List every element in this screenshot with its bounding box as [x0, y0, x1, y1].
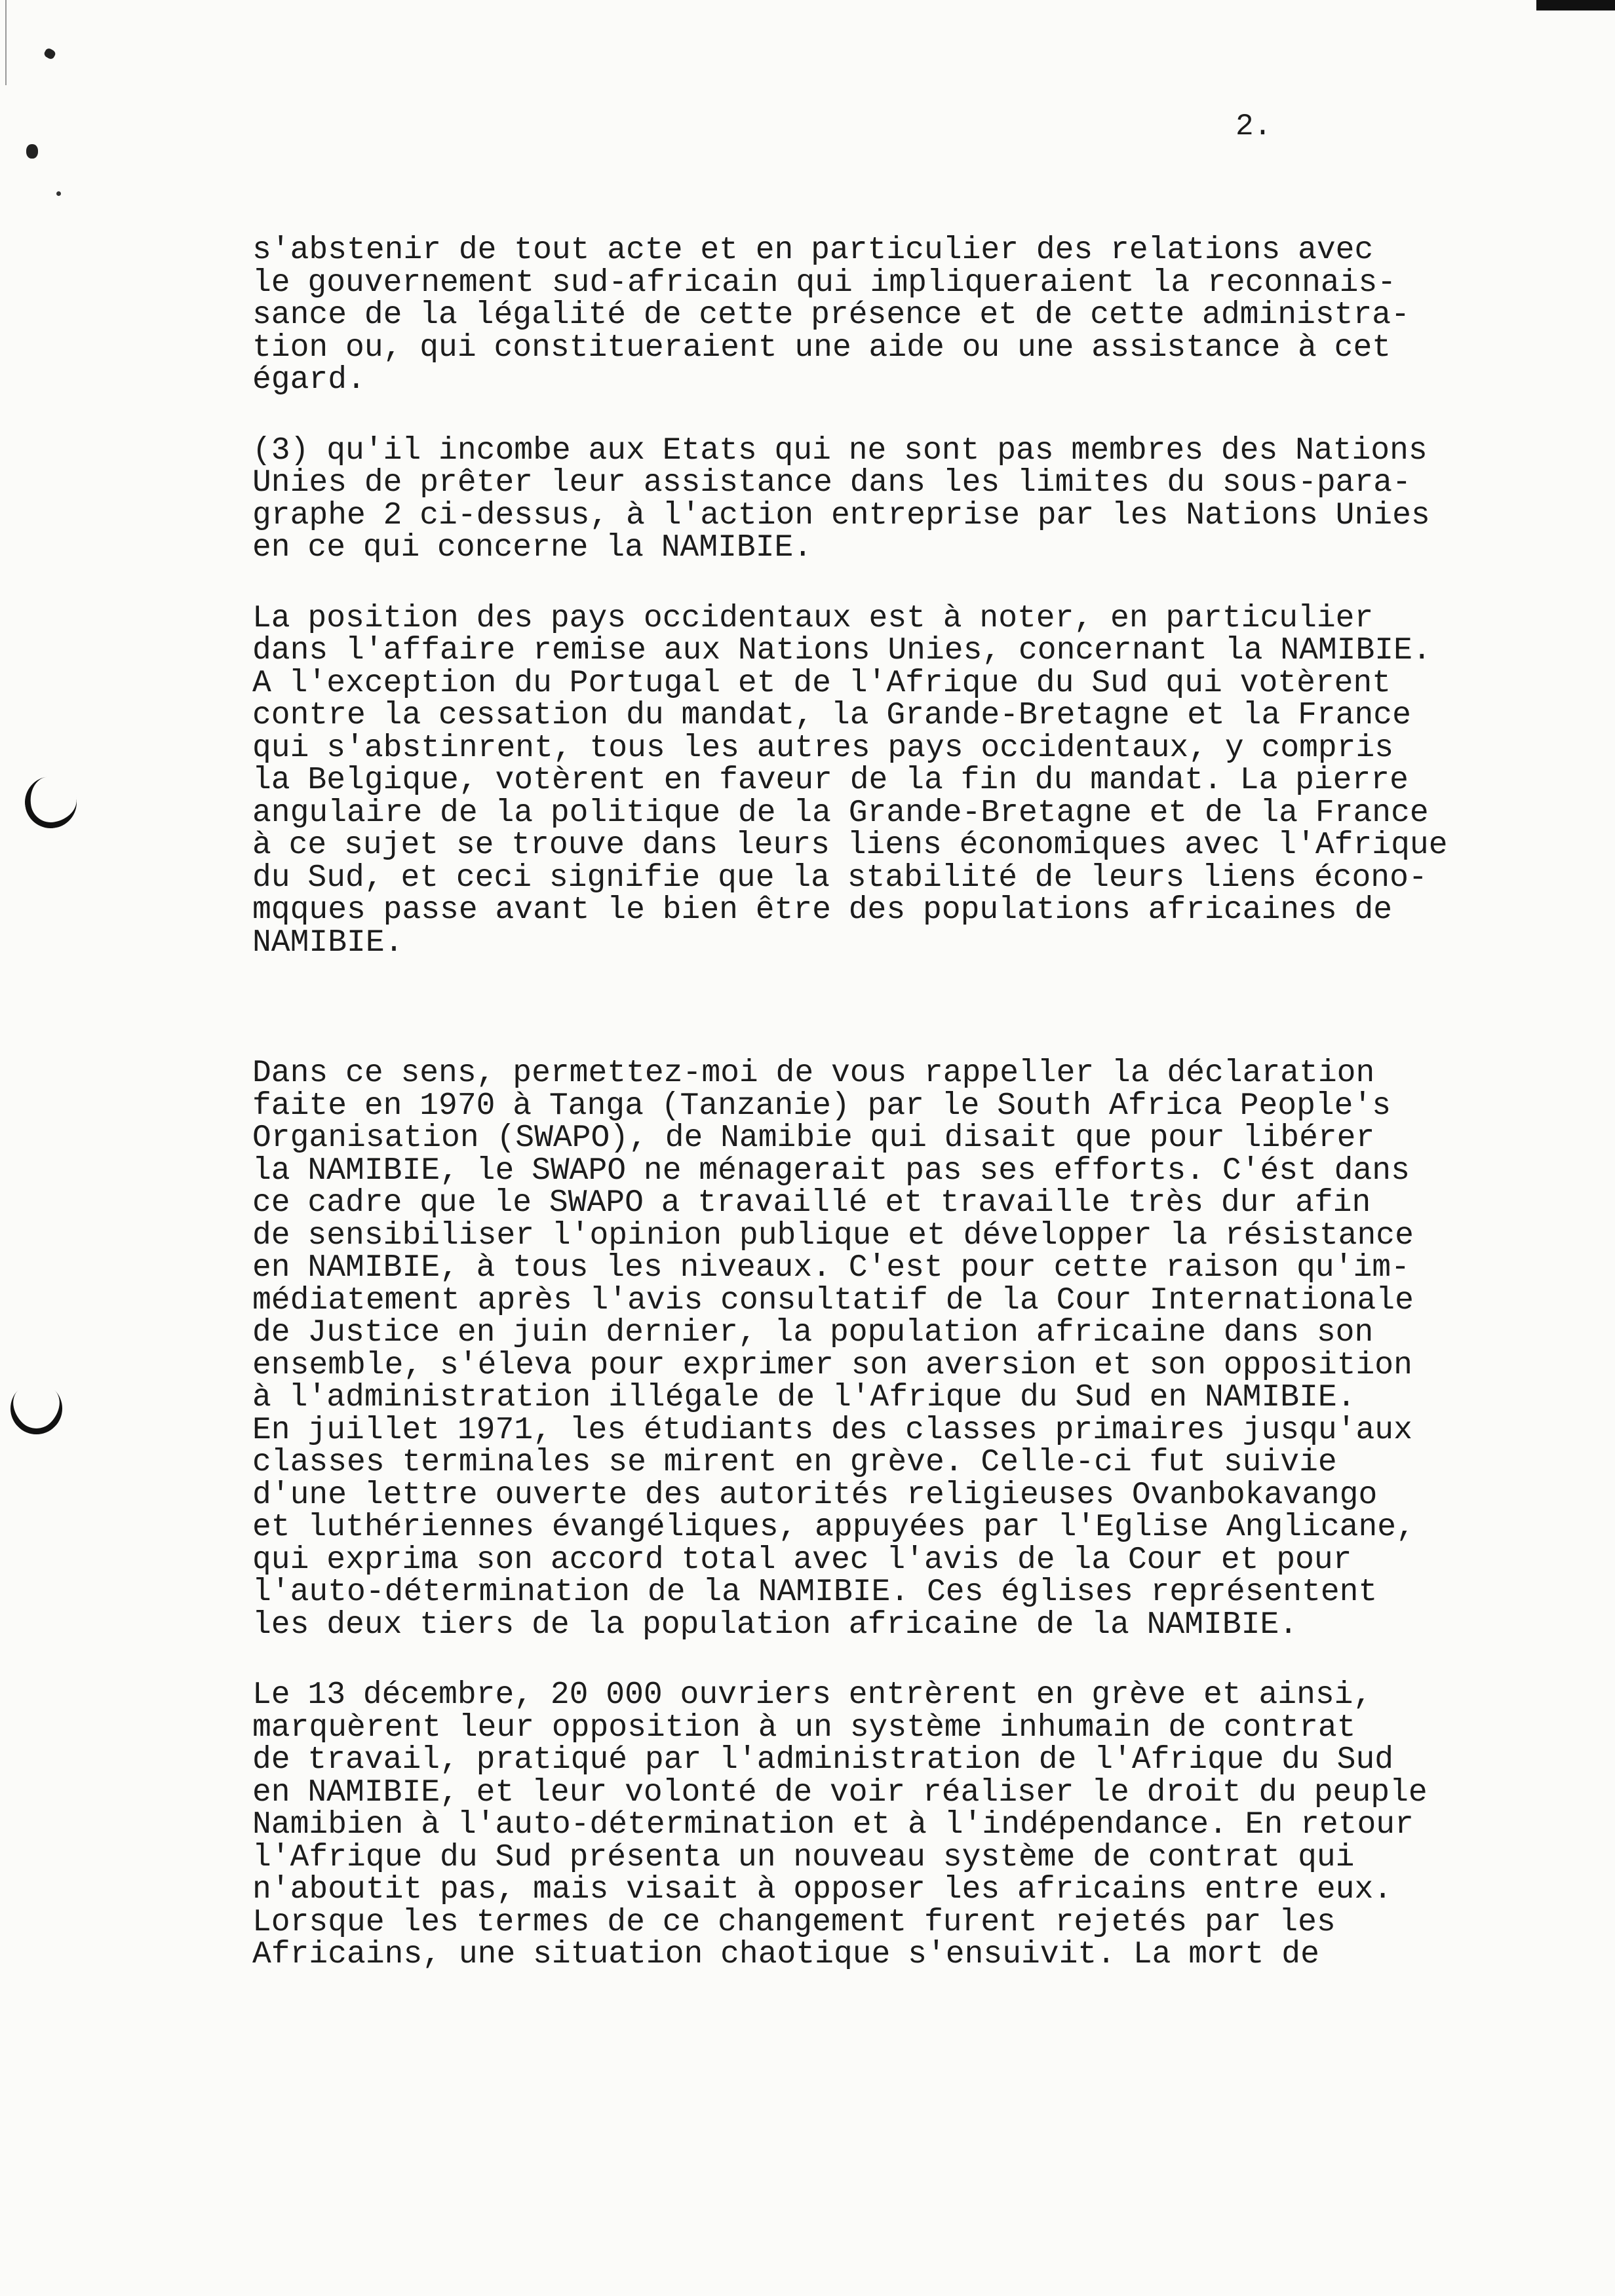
punch-hole-mark	[21, 773, 81, 833]
text-line: graphe 2 ci-dessus, à l'action entreprise par les Nations Unies	[252, 497, 1430, 533]
text-line: ensemble, s'éleva pour exprimer son aversion et son opposition	[252, 1347, 1412, 1383]
text-line: Dans ce sens, permettez-moi de vous rappeller la déclaration	[252, 1056, 1375, 1091]
text-line: dans l'affaire remise aux Nations Unies, concernant la NAMIBIE.	[252, 633, 1431, 668]
document-body	[252, 235, 1547, 1972]
scan-corner-mark	[1536, 0, 1615, 10]
text-line: qui exprima son accord total avec l'avis de la Cour et pour	[252, 1542, 1352, 1578]
text-line: en NAMIBIE, et leur volonté de voir réaliser le droit du peuple	[252, 1774, 1428, 1810]
text-line: médiatement après l'avis consultatif de la Cour Internationale	[252, 1282, 1414, 1318]
text-line: Africains, une situation chaotique s'ensuivit. La mort de	[252, 1937, 1319, 1972]
text-line: A l'exception du Portugal et de l'Afrique du Sud qui votèrent	[252, 665, 1391, 701]
text-line: les deux tiers de la population africaine de la NAMIBIE.	[252, 1607, 1298, 1643]
text-line: n'aboutit pas, mais visait à opposer les africains entre eux.	[252, 1872, 1393, 1907]
text-line: (3) qu'il incombe aux Etats qui ne sont pas membres des Nations	[252, 432, 1428, 469]
text-line: marquèrent leur opposition à un système inhumain de contrat	[252, 1710, 1356, 1746]
text-line: Le 13 décembre, 20 000 ouvriers entrèrent en grève et ainsi,	[252, 1677, 1372, 1713]
text-line: égard.	[252, 362, 366, 398]
text-line: la NAMIBIE, le SWAPO ne ménagerait pas ses efforts. C'ést dans	[252, 1153, 1410, 1189]
paragraph-4	[252, 1058, 1547, 1641]
paragraph-5	[252, 1679, 1547, 1972]
text-line: classes terminales se mirent en grève. Celle-ci fut suivie	[252, 1445, 1337, 1480]
text-line: mqques passe avant le bien être des populations africaines de	[252, 892, 1393, 928]
margin-ink-mark	[43, 47, 57, 60]
text-line: Namibien à l'auto-détermination et à l'indépendance. En retour	[252, 1807, 1414, 1843]
text-line: le gouvernement sud-africain qui impliqueraient la reconnais-	[252, 265, 1397, 301]
margin-ink-mark	[26, 144, 38, 159]
text-line: à ce sujet se trouve dans leurs liens économiques avec l'Afrique	[252, 828, 1448, 863]
text-line: NAMIBIE.	[252, 925, 404, 961]
text-line: d'une lettre ouverte des autorités religieuses Ovanbokavango	[252, 1477, 1378, 1513]
text-line: et luthériennes évangéliques, appuyées par l'Eglise Anglicane,	[252, 1510, 1415, 1545]
text-line: Organisation (SWAPO), de Namibie qui disait que pour libérer	[252, 1120, 1375, 1156]
text-line: de sensibiliser l'opinion publique et développer la résistance	[252, 1217, 1414, 1253]
text-line: qui s'abstinrent, tous les autres pays occidentaux, y compris	[252, 730, 1394, 766]
text-line: du Sud, et ceci signifie que la stabilité de leurs liens écono-	[252, 860, 1428, 896]
text-line: faite en 1970 à Tanga (Tanzanie) par le South Africa People's	[252, 1088, 1391, 1124]
paragraph-3	[252, 600, 1547, 961]
text-line: ce cadre que le SWAPO a travaillé et travaille très dur afin	[252, 1185, 1371, 1221]
punch-hole-mark	[0, 1372, 73, 1445]
margin-ink-dot	[56, 191, 61, 196]
text-line: En juillet 1971, les étudiants des classes primaires jusqu'aux	[252, 1412, 1412, 1448]
text-line: contre la cessation du mandat, la Grande-Bretagne et la France	[252, 698, 1411, 733]
text-line: de Justice en juin dernier, la population africaine dans son	[252, 1315, 1374, 1350]
text-line: de travail, pratiqué par l'administration de l'Afrique du Sud	[252, 1742, 1394, 1778]
text-line: tion ou, qui constitueraient une aide ou une assistance à cet	[252, 330, 1391, 366]
paragraph-2	[252, 432, 1547, 565]
text-line: sance de la légalité de cette présence et de cette administra-	[252, 297, 1410, 333]
text-line: à l'administration illégale de l'Afrique du Sud en NAMIBIE.	[252, 1380, 1356, 1415]
paragraph-1	[252, 235, 1547, 397]
text-line: l'Afrique du Sud présenta un nouveau système de contrat qui	[252, 1839, 1355, 1875]
text-line: en ce qui concerne la NAMIBIE.	[252, 530, 813, 565]
scan-edge-line	[5, 0, 7, 85]
text-line: Unies de prêter leur assistance dans les limites du sous-para-	[252, 465, 1411, 501]
text-line: la Belgique, votèrent en faveur de la fin du mandat. La pierre	[252, 763, 1409, 798]
text-line: s'abstenir de tout acte et en particulier des relations avec	[252, 233, 1374, 268]
text-line: l'auto-détermination de la NAMIBIE. Ces églises représentent	[252, 1575, 1378, 1610]
text-line: angulaire de la politique de la Grande-Bretagne et de la France	[252, 795, 1429, 831]
text-line: en NAMIBIE, à tous les niveaux. C'est pour cette raison qu'im-	[252, 1250, 1410, 1286]
text-line: La position des pays occidentaux est à noter, en particulier	[252, 600, 1374, 636]
page-number: 2.	[1236, 109, 1272, 144]
text-line: Lorsque les termes de ce changement furent rejetés par les	[252, 1904, 1336, 1940]
